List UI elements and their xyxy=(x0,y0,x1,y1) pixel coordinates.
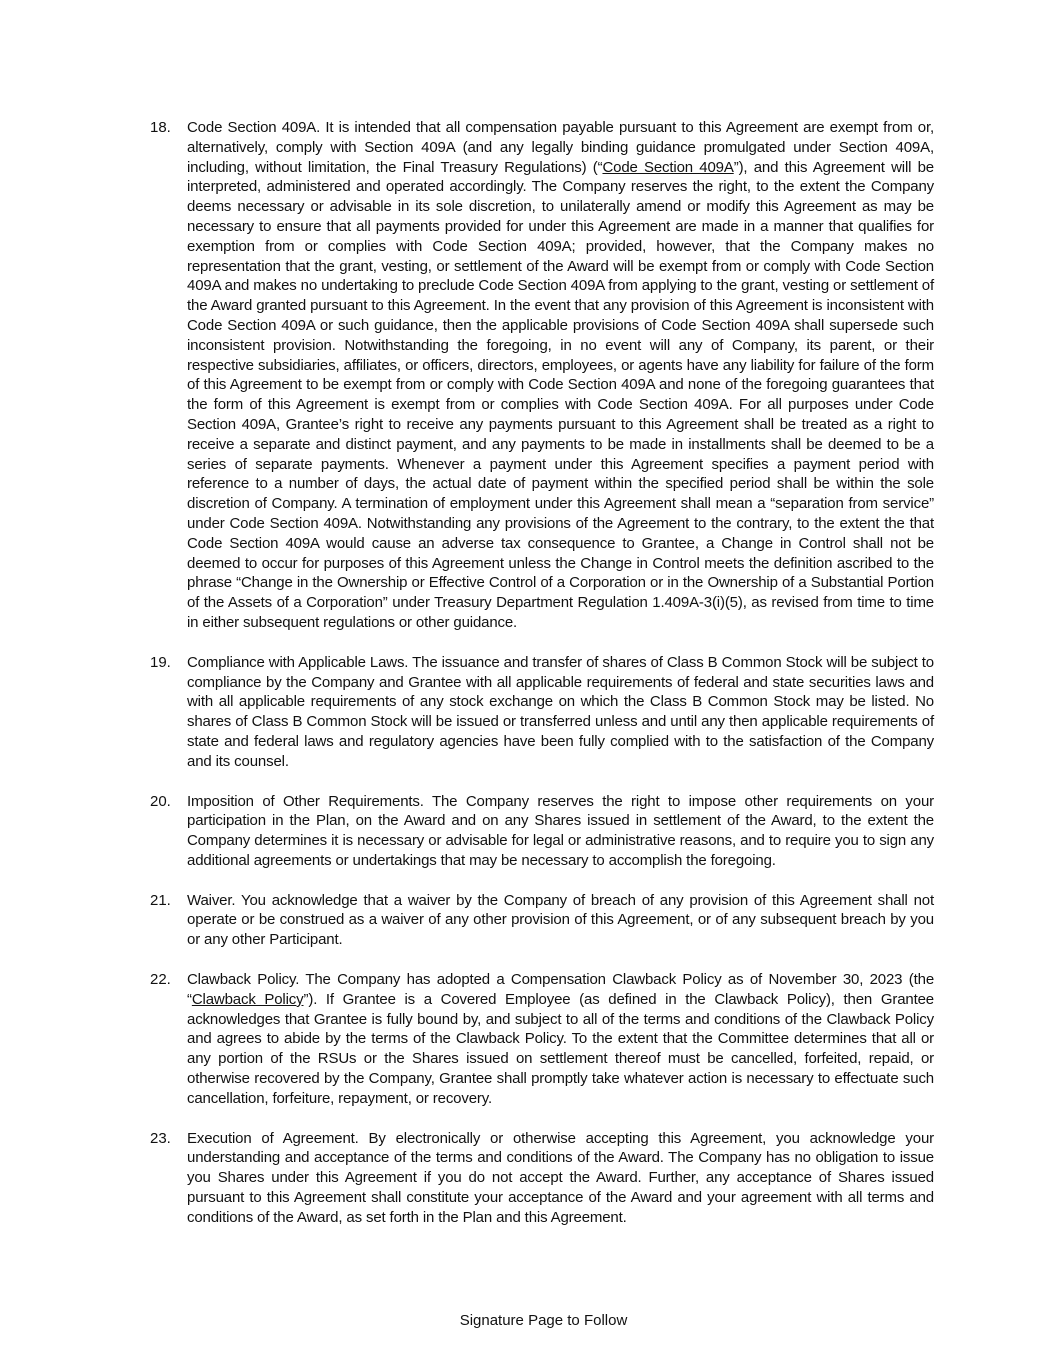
section-number: 20. xyxy=(150,792,171,810)
section-body xyxy=(187,891,934,950)
section-text: By electronically or otherwise accepting this Agreement, you acknowledge your understanding and acceptance of the terms and conditions of the Award. The Company has no obligation to issue you Shares under this Agreement if you do not accept the Award. Further, any acceptance of Shares issued pursuant to this Agreement shall constitute your acceptance of the Award and your agreement with all terms and conditions of the Award, as set forth in the Plan and this Agreement. xyxy=(187,1129,934,1226)
section-heading: Waiver. xyxy=(187,891,236,909)
section-body xyxy=(187,118,934,633)
section-18 xyxy=(150,118,934,633)
defined-term: Code Section 409A xyxy=(602,158,734,176)
defined-term: Clawback Policy xyxy=(191,990,304,1008)
section-body xyxy=(187,792,934,871)
section-number: 18. xyxy=(150,119,171,136)
section-heading: Compliance with Applicable Laws. xyxy=(187,653,409,671)
section-23 xyxy=(150,1129,934,1228)
section-text-continued: ”), and this Agreement will be interpreted, administered and operated accordingly. The Company reserves the right, to the extent the Company deems necessary or advisable in its sole discretion, to unilaterally amend or modify this Agreement as may be necessary to ensure that all payments provided for under this Agreement are made in a manner that qualifies for exemption from or complies with Code Section 409A; provided, however, that the Company makes no representation that the grant, vesting, or settlement of the Award will be exempt from or comply with Code Section 409A and makes no undertaking to preclude Code Section 409A from applying to the grant, vesting or settlement of the Award granted pursuant to this Agreement. In the event that any provision of this Agreement is inconsistent with Code Section 409A or such guidance, then the applicable provisions of Code Section 409A shall supersede such inconsistent provision. Notwithstanding the foregoing, in no event will any of Company, its parent, or their respective subsidiaries, affiliates, or officers, directors, employees, or agents have any liability for failure of the form of this Agreement to be exempt from or comply with Code Section 409A and none of the foregoing guarantees that the form of this Agreement is exempt from or complies with Code Section 409A. For all purposes under Code Section 409A, Grantee’s right to receive any payments pursuant to this Agreement shall be treated as a right to receive a separate and distinct payment, and any payments to be made in installments shall be deemed to be a series of separate payments. Whenever a payment under this Agreement specifies a payment period with reference to a number of days, the actual date of payment within the specified period shall be within the sole discretion of Company. A termination of employment under this Agreement shall mean a “separation from service” under Code Section 409A. Notwithstanding any provisions of the Agreement to the contrary, to the extent the that Code Section 409A would cause an adverse tax consequence to Grantee, a Change in Control shall not be deemed to occur for purposes of this Agreement unless the Change in Control meets the definition ascribed to the phrase “Change in the Ownership or Effective Control of a Corporation or in the Ownership of a Substantial Portion of the Assets of a Corporation” under Treasury Department Regulation 1.409A-3(i)(5), as revised from time to time in either subsequent regulations or other guidance. xyxy=(187,158,935,631)
page-footer: Signature Page to Follow xyxy=(459,1312,628,1329)
section-text: The Company reserves the right to impose other requirements on your participation in the Plan, on the Award and on any Shares issued in settlement of the Award, to the extent the Company determines it is necessary or advisable for legal or administrative reasons, and to require you to sign any additional agreements or undertakings that may be necessary to accomplish the foregoing. xyxy=(187,792,934,869)
section-text: The issuance and transfer of shares of Class B Common Stock will be subject to compliance by the Company and Grantee with all applicable requirements of federal and state securities laws and with all applicable requirements of any stock exchange on which the Class B Common Stock may be listed. No shares of Class B Common Stock will be issued or transferred unless and until any then applicable requirements of state and federal laws and regulatory agencies have been fully complied with to the satisfaction of the Company and its counsel. xyxy=(187,653,934,770)
section-text: The Company has adopted a Compensation Clawback Policy as of November 30, 2023 (the “ xyxy=(187,971,935,1008)
section-number: 19. xyxy=(150,653,171,671)
section-number: 21. xyxy=(150,891,171,909)
section-heading: Execution of Agreement. xyxy=(187,1129,359,1147)
agreement-sections xyxy=(150,118,934,1248)
section-heading: Code Section 409A. xyxy=(187,119,321,136)
section-text: You acknowledge that a waiver by the Company of breach of any provision of this Agreement shall not operate or be construed as a waiver of any other provision of this Agreement, or of any subsequent breach by you or any other Participant. xyxy=(187,891,934,949)
section-text: It is intended that all compensation payable pursuant to this Agreement are exempt from or, alternatively, comply with Section 409A (and any legally binding guidance promulgated under Section 409A, including, without limitation, the Final Treasury Regulations) (“ xyxy=(187,119,935,176)
section-heading: Clawback Policy. xyxy=(187,971,300,989)
section-heading: Imposition of Other Requirements. xyxy=(187,792,424,810)
section-22 xyxy=(150,970,934,1109)
section-body xyxy=(187,1129,934,1228)
section-19 xyxy=(150,653,934,772)
section-text-continued: ”). If Grantee is a Covered Employee (as defined in the Clawback Policy), then Grantee acknowledges that Grantee is fully bound by, and subject to all of the terms and conditions of the Clawback Policy and agrees to abide by the terms of the Clawback Policy. To the extent that the Committee determines that all or any portion of the RSUs or the Shares issued on settlement thereof must be cancelled, forfeited, repaid, or otherwise recovered by the Company, Grantee shall promptly take whatever action is necessary to effectuate such cancellation, forfeiture, repayment, or recovery. xyxy=(187,990,934,1107)
section-body xyxy=(187,970,934,1109)
section-number: 22. xyxy=(150,971,171,989)
section-21 xyxy=(150,891,934,950)
section-body xyxy=(187,653,934,772)
section-20 xyxy=(150,792,934,871)
section-number: 23. xyxy=(150,1129,171,1147)
